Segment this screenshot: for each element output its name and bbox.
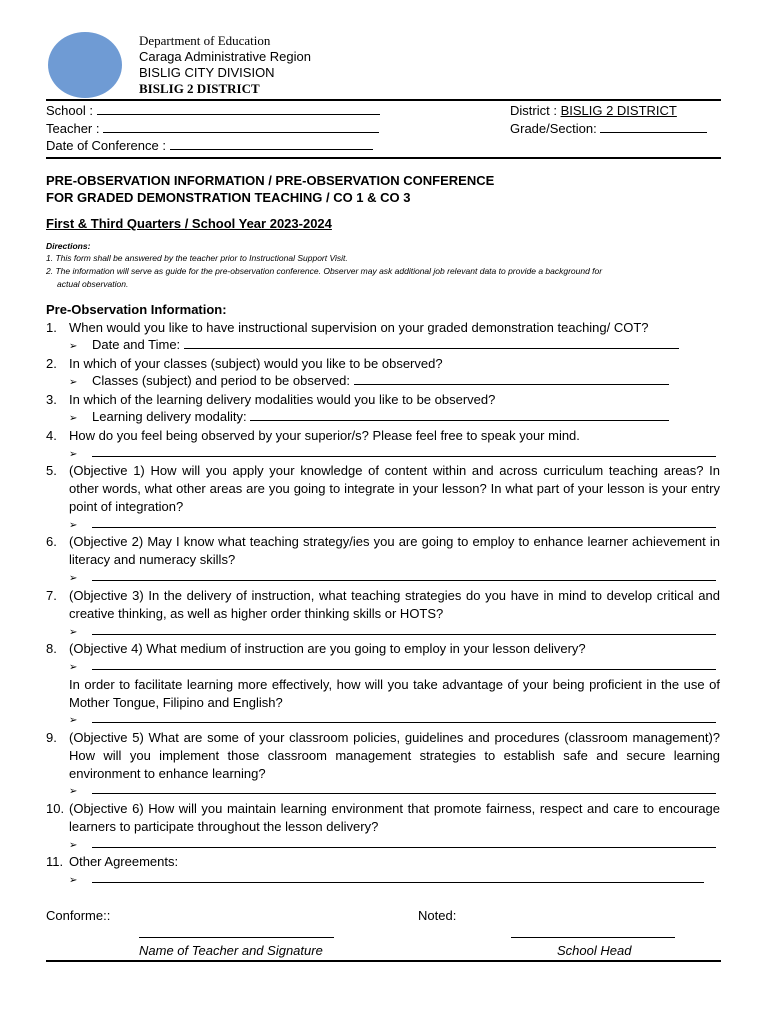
school-label: School : <box>46 103 97 118</box>
question-text: (Objective 1) How will you apply your knowledge of content within and across curriculum teaching areas? In other words, what other areas are you going to integrate in your lesson? In what part of your lesson is your entry point of integration? <box>69 463 720 514</box>
deped-logo <box>48 32 122 98</box>
form-title-line1: PRE-OBSERVATION INFORMATION / PRE-OBSERVATION CONFERENCE <box>46 173 495 188</box>
conference-date-field <box>46 138 373 154</box>
question-number: 10. <box>46 801 65 816</box>
school-input[interactable] <box>97 103 380 115</box>
district-field <box>510 103 677 119</box>
question-text: (Objective 5) What are some of your classroom policies, guidelines and procedures (classroom management)? How will you implement those classroom management strategies to establish safe and secure learning environment to enhance learning? <box>69 730 720 781</box>
form-title-line2: FOR GRADED DEMONSTRATION TEACHING / CO 1 & CO 3 <box>46 190 411 205</box>
question-text: (Objective 6) How will you maintain learning environment that promote fairness, respect and care to encourage learners to participate throughout the lesson delivery? <box>69 801 720 834</box>
answer-1 <box>69 337 679 355</box>
directions-item-2: 2. The information will serve as guide for the pre-observation conference. Observer may ask additional job relevant data to provide a background for <box>46 266 603 276</box>
school-head-caption: School Head <box>557 943 632 958</box>
answer-2 <box>69 373 669 391</box>
question-6 <box>46 533 720 569</box>
answer-8b <box>69 711 716 729</box>
question-text: In order to facilitate learning more effectively, how will you take advantage of your being proficient in the use of Mother Tongue, Filipino and English? <box>69 677 720 710</box>
question-3 <box>46 391 720 409</box>
conference-date-label: Date of Conference : <box>46 138 170 153</box>
answer-6 <box>69 569 716 587</box>
teacher-signature-caption: Name of Teacher and Signature <box>139 943 323 958</box>
answer-label: Classes (subject) and period to be observed: <box>92 373 354 388</box>
answer-label: Date and Time: <box>92 337 184 352</box>
arrowhead-bullet-icon: ➢ <box>69 377 78 388</box>
answer-line-3[interactable] <box>250 409 669 421</box>
noted-label: Noted: <box>418 908 457 923</box>
question-number: 11. <box>46 854 64 869</box>
question-5 <box>46 462 720 516</box>
answer-line-2[interactable] <box>354 373 669 385</box>
answer-4 <box>69 445 716 463</box>
school-field <box>46 103 380 119</box>
question-text: (Objective 4) What medium of instruction are you going to employ in your lesson delivery? <box>69 641 586 656</box>
directions-heading: Directions: <box>46 241 91 251</box>
question-text: In which of the learning delivery modalities would you like to be observed? <box>69 392 496 407</box>
question-7 <box>46 587 720 623</box>
question-1 <box>46 319 720 337</box>
question-number: 9. <box>46 730 57 745</box>
question-text: (Objective 3) In the delivery of instruction, what teaching strategies do you have in mind to develop critical and creative thinking, as well as higher order thinking skills or HOTS? <box>69 588 720 621</box>
arrowhead-bullet-icon: ➢ <box>69 715 78 726</box>
arrowhead-bullet-icon: ➢ <box>69 662 78 673</box>
school-year-subtitle: First & Third Quarters / School Year 2023-2024 <box>46 216 332 231</box>
answer-line-7[interactable] <box>92 623 716 635</box>
answer-line-4[interactable] <box>92 445 716 457</box>
question-number: 2. <box>46 356 57 371</box>
grade-section-input[interactable] <box>600 121 707 133</box>
answer-line-8b[interactable] <box>92 711 716 723</box>
school-head-signature-line[interactable] <box>511 937 675 938</box>
question-text: When would you like to have instructional supervision on your graded demonstration teaching/ COT? <box>69 320 649 335</box>
arrowhead-bullet-icon: ➢ <box>69 875 78 886</box>
district-name: BISLIG 2 DISTRICT <box>139 81 260 96</box>
question-number: 4. <box>46 428 57 443</box>
question-number: 3. <box>46 392 57 407</box>
header-divider <box>46 99 721 101</box>
region-name: Caraga Administrative Region <box>139 49 311 64</box>
question-11 <box>46 853 720 871</box>
arrowhead-bullet-icon: ➢ <box>69 573 78 584</box>
department-name: Department of Education <box>139 33 271 48</box>
answer-9 <box>69 782 716 800</box>
question-number: 7. <box>46 588 57 603</box>
grade-section-field <box>510 121 707 137</box>
answer-line-8a[interactable] <box>92 658 716 670</box>
arrowhead-bullet-icon: ➢ <box>69 520 78 531</box>
answer-line-9[interactable] <box>92 782 716 794</box>
conference-date-input[interactable] <box>170 138 373 150</box>
answer-line-1[interactable] <box>184 337 679 349</box>
answer-line-11[interactable] <box>92 871 704 883</box>
division-name: BISLIG CITY DIVISION <box>139 65 275 80</box>
question-10 <box>46 800 720 836</box>
directions-item-1: 1. This form shall be answered by the teacher prior to Instructional Support Visit. <box>46 253 348 263</box>
question-text: (Objective 2) May I know what teaching strategy/ies you are going to employ to enhance learner achievement in literacy and numeracy skills? <box>69 534 720 567</box>
question-8 <box>46 640 720 658</box>
grade-section-label: Grade/Section: <box>510 121 601 136</box>
question-number: 6. <box>46 534 57 549</box>
question-8-followup <box>46 676 720 712</box>
question-text: How do you feel being observed by your superior/s? Please feel free to speak your mind. <box>69 428 580 443</box>
answer-line-10[interactable] <box>92 836 716 848</box>
teacher-field <box>46 121 379 137</box>
footer-divider <box>46 960 721 962</box>
district-value: BISLIG 2 DISTRICT <box>560 103 677 118</box>
answer-11 <box>69 871 704 889</box>
district-label: District : <box>510 103 561 118</box>
answer-line-6[interactable] <box>92 569 716 581</box>
fields-divider <box>46 157 721 159</box>
question-4 <box>46 427 720 445</box>
section-heading: Pre-Observation Information: <box>46 302 227 317</box>
directions-item-2-cont: actual observation. <box>57 279 129 289</box>
question-text: In which of your classes (subject) would you like to be observed? <box>69 356 443 371</box>
arrowhead-bullet-icon: ➢ <box>69 449 78 460</box>
teacher-label: Teacher : <box>46 121 104 136</box>
arrowhead-bullet-icon: ➢ <box>69 840 78 851</box>
answer-8a <box>69 658 716 676</box>
question-number: 1. <box>46 320 57 335</box>
answer-line-5[interactable] <box>92 516 716 528</box>
arrowhead-bullet-icon: ➢ <box>69 341 78 352</box>
answer-5 <box>69 516 716 534</box>
teacher-input[interactable] <box>103 121 379 133</box>
arrowhead-bullet-icon: ➢ <box>69 627 78 638</box>
arrowhead-bullet-icon: ➢ <box>69 786 78 797</box>
answer-label: Learning delivery modality: <box>92 409 251 424</box>
arrowhead-bullet-icon: ➢ <box>69 413 78 424</box>
question-2 <box>46 355 720 373</box>
question-text: Other Agreements: <box>69 854 179 869</box>
answer-7 <box>69 623 716 641</box>
question-number: 8. <box>46 641 57 656</box>
conforme-label: Conforme:: <box>46 908 111 923</box>
answer-3 <box>69 409 669 427</box>
question-number: 5. <box>46 463 57 478</box>
teacher-signature-line[interactable] <box>139 937 334 938</box>
question-9 <box>46 729 720 783</box>
answer-10 <box>69 836 716 854</box>
